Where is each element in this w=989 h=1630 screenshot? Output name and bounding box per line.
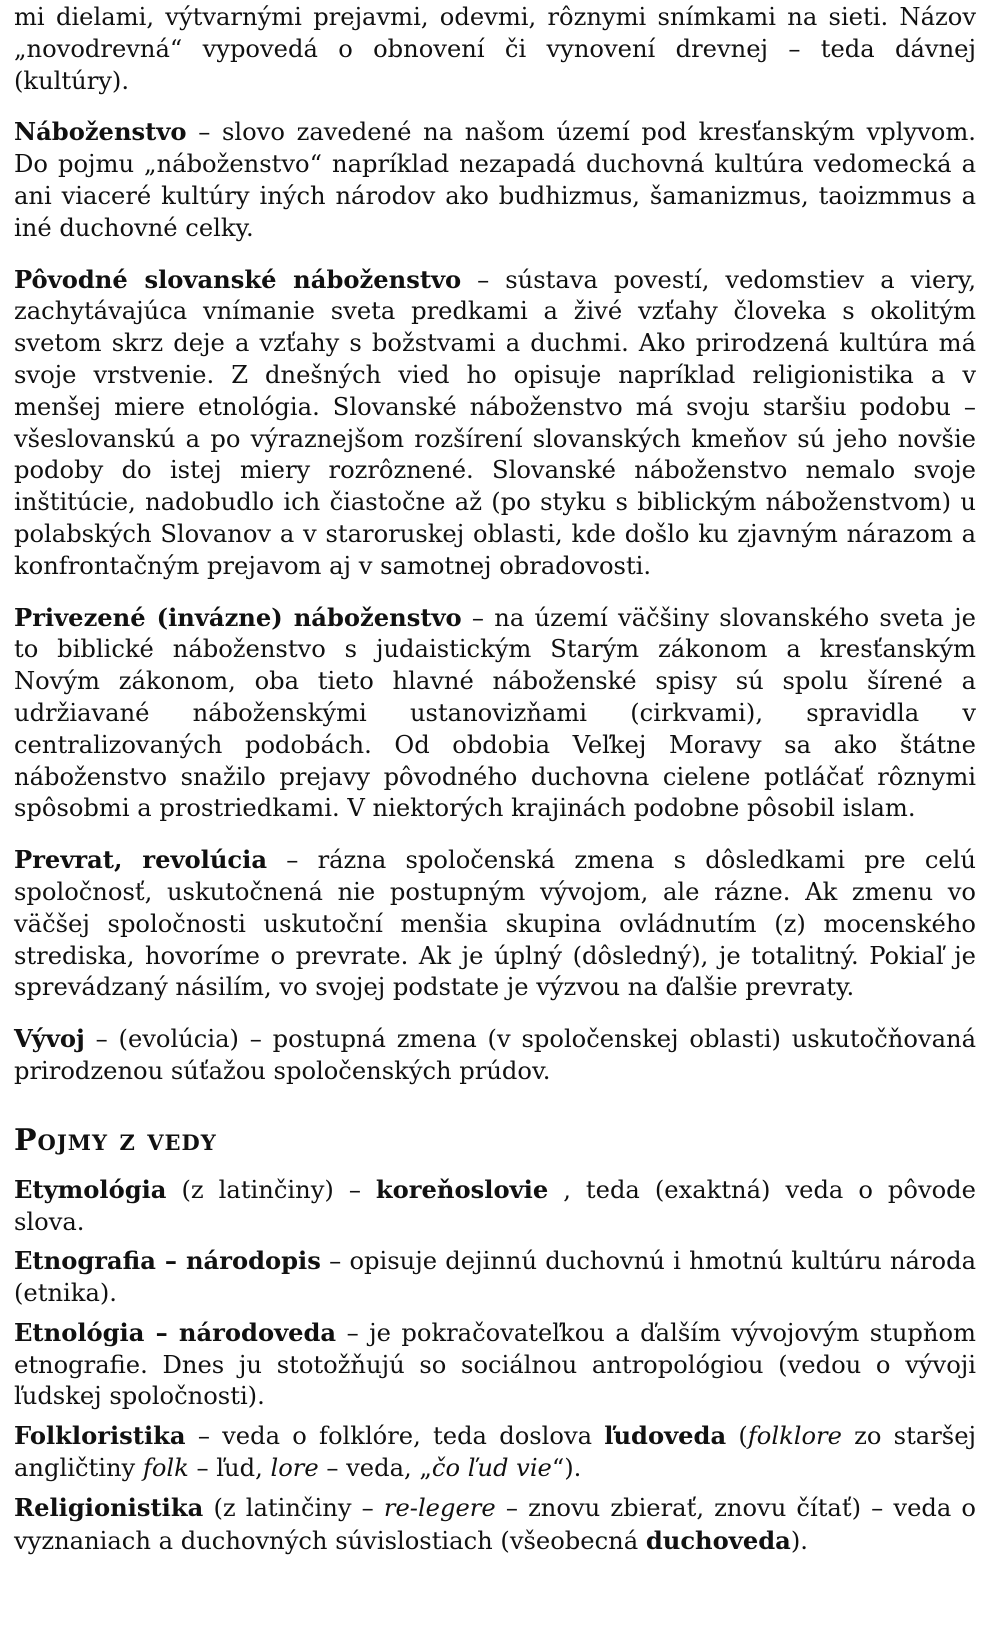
definition-text: (z latinčiny – — [203, 1493, 384, 1522]
definition-bold-term: duchoveda — [645, 1525, 791, 1555]
entry-vyvoj — [14, 1023, 976, 1088]
entry-text: – slovo zavedené na našom území pod kresťanským vplyvom. Do pojmu „náboženstvo“ napríklad nezapadá duchovná kultúra vedomecká a ani viaceré kultúry iných národov ako budhizmus, šamanizmus, taoizmmus a iné duchovné celky. — [14, 118, 976, 242]
definition-text: – veda o folklóre, teda doslova — [185, 1422, 605, 1451]
definition-folkloristika — [14, 1420, 976, 1485]
definition-bold-term: koreňoslovie — [375, 1174, 549, 1204]
definition-text: , teda (exaktná) veda o pôvode slova. — [14, 1175, 976, 1236]
entry-text: – sústava povestí, vedomstiev a viery, zachytávajúca vnímanie sveta predkami a živé vzťahy človeka s okolitým svetom skrz deje a vzťahy s božstvami a duchmi. Ako prirodzená kultúra má svoje vrstvenie. Z dnešných vied ho opisuje napríklad religionistika a v menšej miere etnológia. Slovanské náboženstvo má svoju staršiu podobu – všeslovanskú a po výraznejšom rozšírení slovanských kmeňov sú jeho novšie podoby do istej miery rozrôznené. Slovanské náboženstvo nemalo svoje inštitúcie, nadobudlo ich čiastočne až (po styku s biblickým náboženstvom) u polabských Slovanov a v staroruskej oblasti, kde došlo ku zjavným nárazom a konfrontačným prejavom aj v samotnej obradovosti. — [14, 265, 977, 580]
definition-text: – ľud, — [188, 1454, 271, 1483]
entry-term: Pôvodné slovanské náboženstvo — [14, 264, 462, 294]
definition-term: Etnológia – národoveda — [14, 1317, 337, 1347]
definition-italic: lore — [270, 1454, 319, 1483]
entry-privezene-nabozenstvo — [14, 602, 976, 826]
definition-text: – znovu zbierať, znovu čítať) – veda o vyznaniach a duchovných súvislostiach (všeobecná — [14, 1493, 976, 1555]
definition-etymologia — [14, 1174, 976, 1239]
definition-text: zo staršej angličtiny — [14, 1422, 977, 1483]
definition-text: “). — [551, 1454, 582, 1483]
definition-etnologia — [14, 1317, 976, 1413]
definition-italic: folklore — [747, 1422, 842, 1451]
definition-italic: čo ľud vie — [431, 1454, 552, 1483]
definition-term: Folkloristika — [14, 1421, 186, 1451]
definition-italic: folk — [142, 1454, 189, 1483]
definition-term: Religionistika — [14, 1492, 204, 1522]
entry-term: Náboženstvo — [14, 117, 187, 147]
entry-prevrat-revolucia — [14, 844, 976, 1004]
definition-text: ( — [726, 1422, 748, 1451]
definition-text: – je pokračovateľkou a ďalším vývojovým stupňom etnografie. Dnes ju stotožňujú so sociálnou antropológiou (vedou o vývoji ľudskej spoločnosti). — [14, 1318, 976, 1411]
entry-term: Privezené (invázne) náboženstvo — [14, 602, 462, 632]
intro-paragraph — [14, 2, 976, 97]
definition-bold-term: ľudoveda — [604, 1421, 727, 1451]
definition-etnografia — [14, 1245, 976, 1310]
definition-term: Etnografia – národopis — [14, 1246, 321, 1276]
entry-term: Prevrat, revolúcia — [14, 845, 268, 875]
definition-italic: re-legere — [383, 1493, 496, 1522]
entry-text: – na území väčšiny slovanského sveta je to biblické náboženstvo s judaistickým Starým zákonom a kresťanským Novým zákonom, oba tieto hlavné náboženské spisy sú spolu šírené a udržiavané náboženskými ustanovizňami (cirkvami), spravidla v centralizovaných podobách. Od obdobia Veľkej Moravy sa ako štátne náboženstvo snažilo prejavy pôvodného duchovna cielene potláčať rôznymi spôsobmi a prostriedkami. V niektorých krajinách podobne pôsobil islam. — [14, 603, 976, 823]
definition-religionistika — [14, 1492, 976, 1558]
entry-term: Vývoj — [14, 1024, 85, 1054]
entry-povodne-slovanske-nabozenstvo — [14, 264, 976, 583]
entry-text: – rázna spoločenská zmena s dôsledkami pre celú spoločnosť, uskutočnená nie postupným vývojom, ale rázne. Ak zmenu vo väčšej spoločnosti uskutoční menšia skupina ovládnutím (z) mocenského strediska, hovoríme o prevrate. Ak je úplný (dôsledný), je totalitný. Pokiaľ je sprevádzaný násilím, vo svojej podstate je výzvou na ďalšie prevraty. — [14, 846, 976, 1002]
entry-nabozenstvo — [14, 116, 976, 244]
entry-text: – (evolúcia) – postupná zmena (v spoločenskej oblasti) uskutočňovaná prirodzenou súťažou spoločenských prúdov. — [14, 1025, 976, 1085]
definition-text: (z latinčiny) – — [166, 1175, 376, 1204]
definition-text: – veda, „ — [318, 1454, 432, 1483]
definition-text: – opisuje dejinnú duchovnú i hmotnú kultúru národa (etnika). — [14, 1247, 976, 1308]
section-heading: Pojmy z vedy — [14, 1122, 217, 1158]
definition-term: Etymológia — [14, 1174, 167, 1204]
document-page — [14, 0, 976, 1564]
intro-text: mi dielami, výtvarnými prejavmi, odevmi, rôznymi snímkami na sieti. Názov „novodrevná“ vypovedá o obnovení či vynovení drevnej – teda dávnej (kultúry). — [14, 3, 976, 95]
definition-text: ). — [790, 1526, 808, 1555]
